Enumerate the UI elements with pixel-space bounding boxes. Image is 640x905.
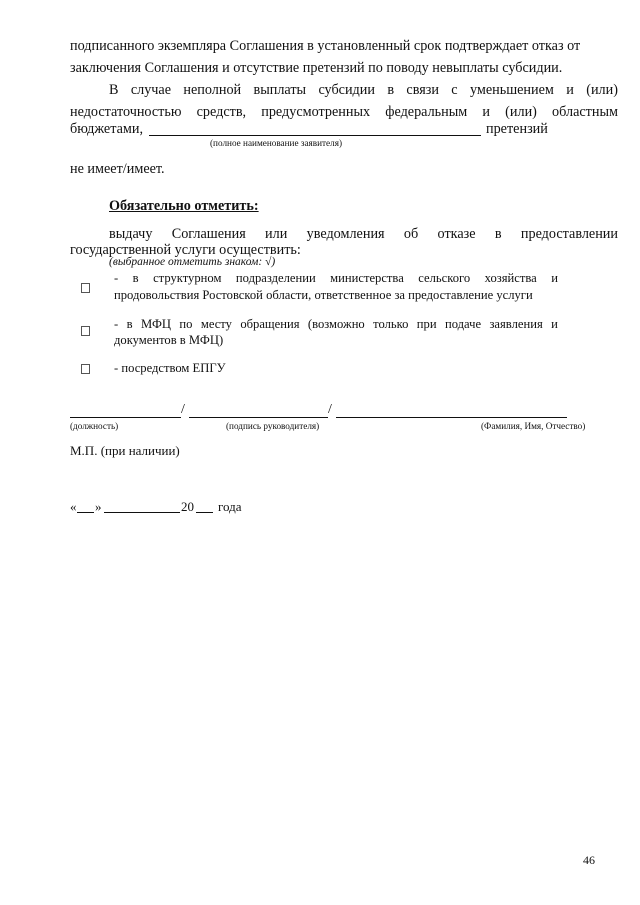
word: министерства: [330, 271, 404, 285]
word: федеральным: [385, 104, 468, 120]
signature-caption: (подпись руководителя): [226, 421, 320, 431]
date-year-word: года: [218, 499, 242, 514]
paragraph-2-line-3-prefix: бюджетами,: [70, 121, 144, 137]
word: в: [494, 226, 502, 242]
word: В: [109, 82, 119, 98]
word: отказе: [437, 226, 476, 242]
word: и: [551, 271, 558, 285]
word: в: [387, 82, 395, 98]
full-name-blank: [336, 417, 567, 418]
word: хозяйства: [484, 271, 537, 285]
page-number: 46: [583, 853, 595, 867]
date-year-prefix: 20: [181, 499, 194, 514]
word: сельского: [418, 271, 471, 285]
word: недостаточностью: [70, 104, 182, 120]
option-1-checkbox[interactable]: [81, 283, 90, 293]
signature-separator-1: /: [181, 402, 185, 417]
date-open-quote: «: [70, 499, 77, 514]
word: только: [373, 317, 409, 331]
word: -: [114, 271, 119, 285]
option-3-checkbox[interactable]: [81, 364, 90, 374]
selection-hint: (выбранное отметить знаком: √): [109, 256, 276, 268]
notice-line-2: государственной услуги осуществить:: [70, 242, 301, 258]
paragraph-1-line-2: заключения Соглашения и отсутствие претензий по поводу невыплаты субсидии.: [70, 60, 563, 76]
position-caption: (должность): [70, 421, 119, 431]
word: (возможно: [307, 317, 365, 331]
date-year-blank: [196, 512, 213, 513]
option-2-checkbox[interactable]: [81, 326, 90, 336]
paragraph-1-line-1: подписанного экземпляра Соглашения в установленный срок подтверждает отказ от: [70, 38, 581, 54]
word: Соглашения: [171, 226, 246, 242]
word: месту: [200, 317, 232, 331]
option-2-line-2: документов в МФЦ): [114, 333, 224, 347]
word: структурном: [153, 271, 222, 285]
paragraph-2-line-4: не имеет/имеет.: [70, 161, 165, 177]
word: в: [126, 317, 133, 331]
word: субсидии: [318, 82, 375, 98]
word: неполной: [183, 82, 242, 98]
word: обращения: [240, 317, 300, 331]
paragraph-2-line-1: [109, 81, 618, 99]
applicant-name-caption: (полное наименование заявителя): [210, 138, 342, 148]
stamp-label: М.П. (при наличии): [70, 443, 180, 458]
word: и: [566, 82, 574, 98]
word: средств,: [196, 104, 247, 120]
word: и: [551, 317, 558, 331]
word: предусмотренных: [261, 104, 371, 120]
word: в: [132, 271, 139, 285]
notice-title: Обязательно отметить:: [109, 198, 259, 214]
word: или: [265, 226, 288, 242]
word: при: [416, 317, 437, 331]
option-1-line-2: продовольствия Ростовской области, ответственное за предоставление услуги: [114, 288, 533, 302]
word: (или): [505, 104, 537, 120]
word: уведомления: [306, 226, 385, 242]
date-month-blank: [104, 512, 180, 513]
word: выплаты: [253, 82, 307, 98]
word: предоставлении: [520, 226, 618, 242]
option-2-line-1: [114, 317, 558, 332]
word: областным: [552, 104, 618, 120]
word: по: [179, 317, 193, 331]
word: об: [403, 226, 419, 242]
word: подаче: [444, 317, 482, 331]
paragraph-2-line-2: [70, 103, 618, 121]
date-day-blank: [77, 512, 94, 513]
paragraph-2-line-3-suffix: претензий: [486, 121, 548, 137]
word: и: [482, 104, 491, 120]
position-blank: [70, 417, 181, 418]
date-close-quote: »: [95, 499, 102, 514]
word: случае: [130, 82, 172, 98]
option-1-line-1: [114, 271, 558, 286]
word: МФЦ: [140, 317, 172, 331]
full-name-caption: (Фамилия, Имя, Отчество): [481, 421, 586, 431]
word: с: [451, 82, 458, 98]
signature-separator-2: /: [328, 402, 332, 417]
word: (или): [586, 82, 618, 98]
word: подразделении: [235, 271, 316, 285]
applicant-name-blank: [149, 135, 481, 136]
option-3-line-1: - посредством ЕПГУ: [114, 361, 226, 375]
signature-blank: [189, 417, 328, 418]
word: выдачу: [109, 226, 153, 242]
word: заявления: [489, 317, 543, 331]
word: связи: [406, 82, 439, 98]
word: уменьшением: [469, 82, 554, 98]
word: -: [114, 317, 119, 331]
